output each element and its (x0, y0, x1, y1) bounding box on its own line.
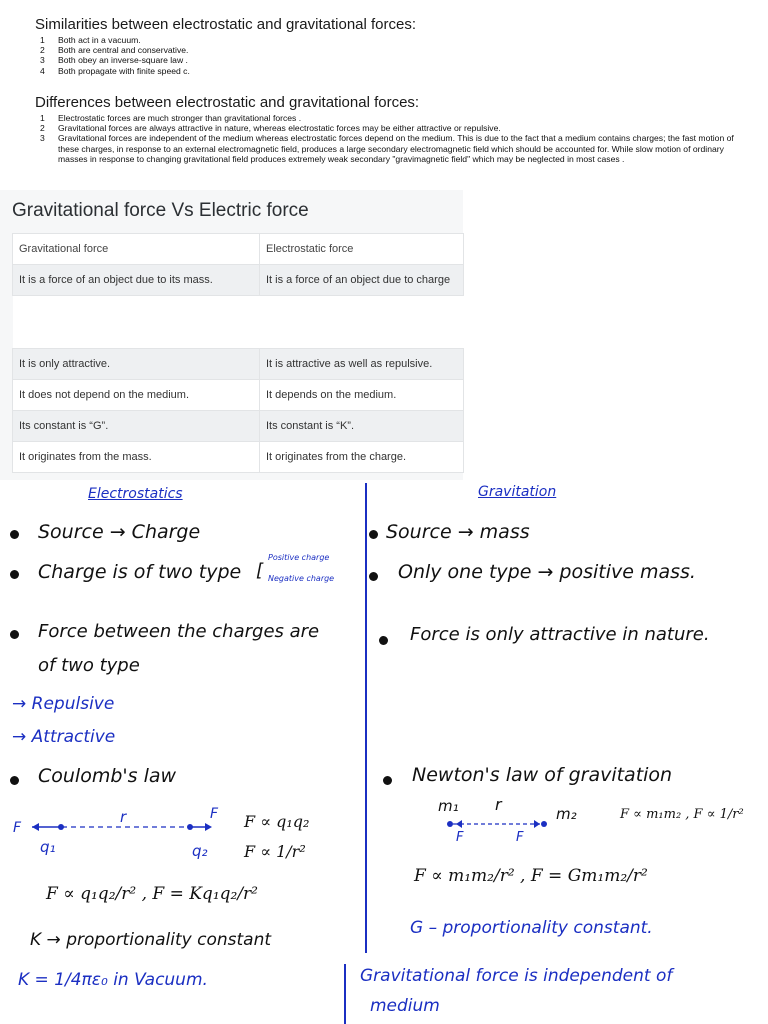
table-cell: Its constant is “G”. (13, 411, 260, 442)
table-cell: It is a force of an object due to its mass. (13, 265, 260, 296)
note-positive-charge: Positive charge (268, 553, 330, 562)
note-force-attractive: Force is only attractive in nature. (410, 624, 710, 645)
note-g-constant: G – proportionality constant. (410, 918, 653, 938)
label-charge-2: q₂ (192, 842, 208, 860)
bracket-icon: [ (256, 560, 264, 581)
column-divider (344, 964, 346, 1024)
table-cell: It originates from the charge. (260, 442, 464, 473)
electrostatics-heading: Electrostatics (88, 486, 183, 502)
note-repulsive: → Repulsive (12, 694, 115, 714)
label-force-left: F (13, 820, 22, 836)
comparison-panel (0, 190, 463, 480)
label-force-right: F (210, 806, 219, 822)
proportionality-mass: F ∝ m₁m₂ , F ∝ 1/r² (620, 807, 744, 822)
note-attractive: → Attractive (12, 727, 116, 747)
note-k-constant: K → proportionality constant (30, 930, 272, 950)
note-source-mass: Source → mass (386, 521, 530, 543)
column-divider (365, 483, 367, 953)
note-force-between-2: of two type (38, 655, 140, 676)
bullet-icon (379, 636, 388, 645)
table-cell: It is only attractive. (13, 349, 260, 380)
label-mass-1: m₁ (438, 797, 459, 815)
note-newtons-law: Newton's law of gravitation (412, 764, 673, 786)
note-charge-types: Charge is of two type (38, 561, 242, 583)
table-cell: It is a force of an object due to charge (260, 265, 464, 296)
table-spacer-row (13, 296, 464, 349)
table-row (13, 265, 464, 296)
newton-formula: F ∝ m₁m₂/r² , F = Gm₁m₂/r² (414, 866, 648, 886)
proportionality-distance: F ∝ 1/r² (244, 842, 306, 861)
list-item: 2 Both are central and conservative. (40, 45, 189, 56)
note-k-vacuum: K = 1/4πε₀ in Vacuum. (18, 970, 208, 990)
differences-title: Differences between electrostatic and gravitational forces: (35, 94, 420, 111)
bullet-icon (10, 776, 19, 785)
table-row (13, 411, 464, 442)
coulomb-formula: F ∝ q₁q₂/r² , F = Kq₁q₂/r² (46, 884, 258, 904)
column-header: Electrostatic force (260, 234, 464, 265)
note-source-charge: Source → Charge (38, 521, 201, 543)
label-mass-2: m₂ (556, 805, 577, 823)
bullet-icon (369, 530, 378, 539)
label-force-2: F (516, 830, 524, 845)
bullet-icon (10, 630, 19, 639)
column-header: Gravitational force (13, 234, 260, 265)
label-force-1: F (456, 830, 464, 845)
table-cell: Its constant is “K”. (260, 411, 464, 442)
bullet-icon (10, 570, 19, 579)
bullet-icon (369, 572, 378, 581)
list-item: 1 Both act in a vacuum. (40, 35, 141, 45)
table-header-row (13, 234, 464, 265)
table-cell: It depends on the medium. (260, 380, 464, 411)
table-cell: It is attractive as well as repulsive. (260, 349, 464, 380)
proportionality-charges: F ∝ q₁q₂ (244, 812, 310, 831)
list-item: 2 Gravitational forces are always attractive in nature, whereas electrostatic forces may be either attractive or repulsive. (40, 123, 501, 134)
comparison-table (12, 233, 464, 473)
comparison-title: Gravitational force Vs Electric force (12, 200, 309, 221)
label-charge-1: q₁ (40, 838, 56, 856)
table-row (13, 442, 464, 473)
table-row (13, 349, 464, 380)
note-negative-charge: Negative charge (268, 574, 335, 583)
label-distance-r: r (495, 795, 502, 814)
gravitation-heading: Gravitation (478, 484, 557, 500)
bullet-icon (10, 530, 19, 539)
list-item: 4 Both propagate with finite speed c. (40, 65, 190, 76)
note-force-between: Force between the charges are (38, 621, 320, 642)
similarities-list (40, 35, 750, 76)
note-medium: medium (370, 996, 440, 1016)
note-independent-medium: Gravitational force is independent of (360, 966, 673, 986)
list-item: 1 Electrostatic forces are much stronger than gravitational forces . (40, 113, 302, 123)
differences-list (40, 113, 750, 164)
bullet-icon (383, 776, 392, 785)
list-item: 3 Gravitational forces are independent of the medium whereas electrostatic forces depend on the medium. This is due to the fact that a medium contains charges; the fast motion of these charges, in response to an external electromagnetic field, produces a large secondary electromagnetic field which should be accounted for. While slow motion of ordinary masses in response to changing gravitational field produces extremely weak secondary "gravimagnetic field" which may be neglected in most cases . (40, 133, 734, 164)
note-mass-type: Only one type → positive mass. (398, 561, 696, 583)
label-distance: r (120, 808, 127, 826)
table-cell: It does not depend on the medium. (13, 380, 260, 411)
list-item: 3 Both obey an inverse-square law . (40, 55, 188, 66)
note-coulombs-law: Coulomb's law (38, 765, 177, 787)
table-row (13, 380, 464, 411)
similarities-title: Similarities between electrostatic and gravitational forces: (35, 16, 417, 33)
table-cell: It originates from the mass. (13, 442, 260, 473)
